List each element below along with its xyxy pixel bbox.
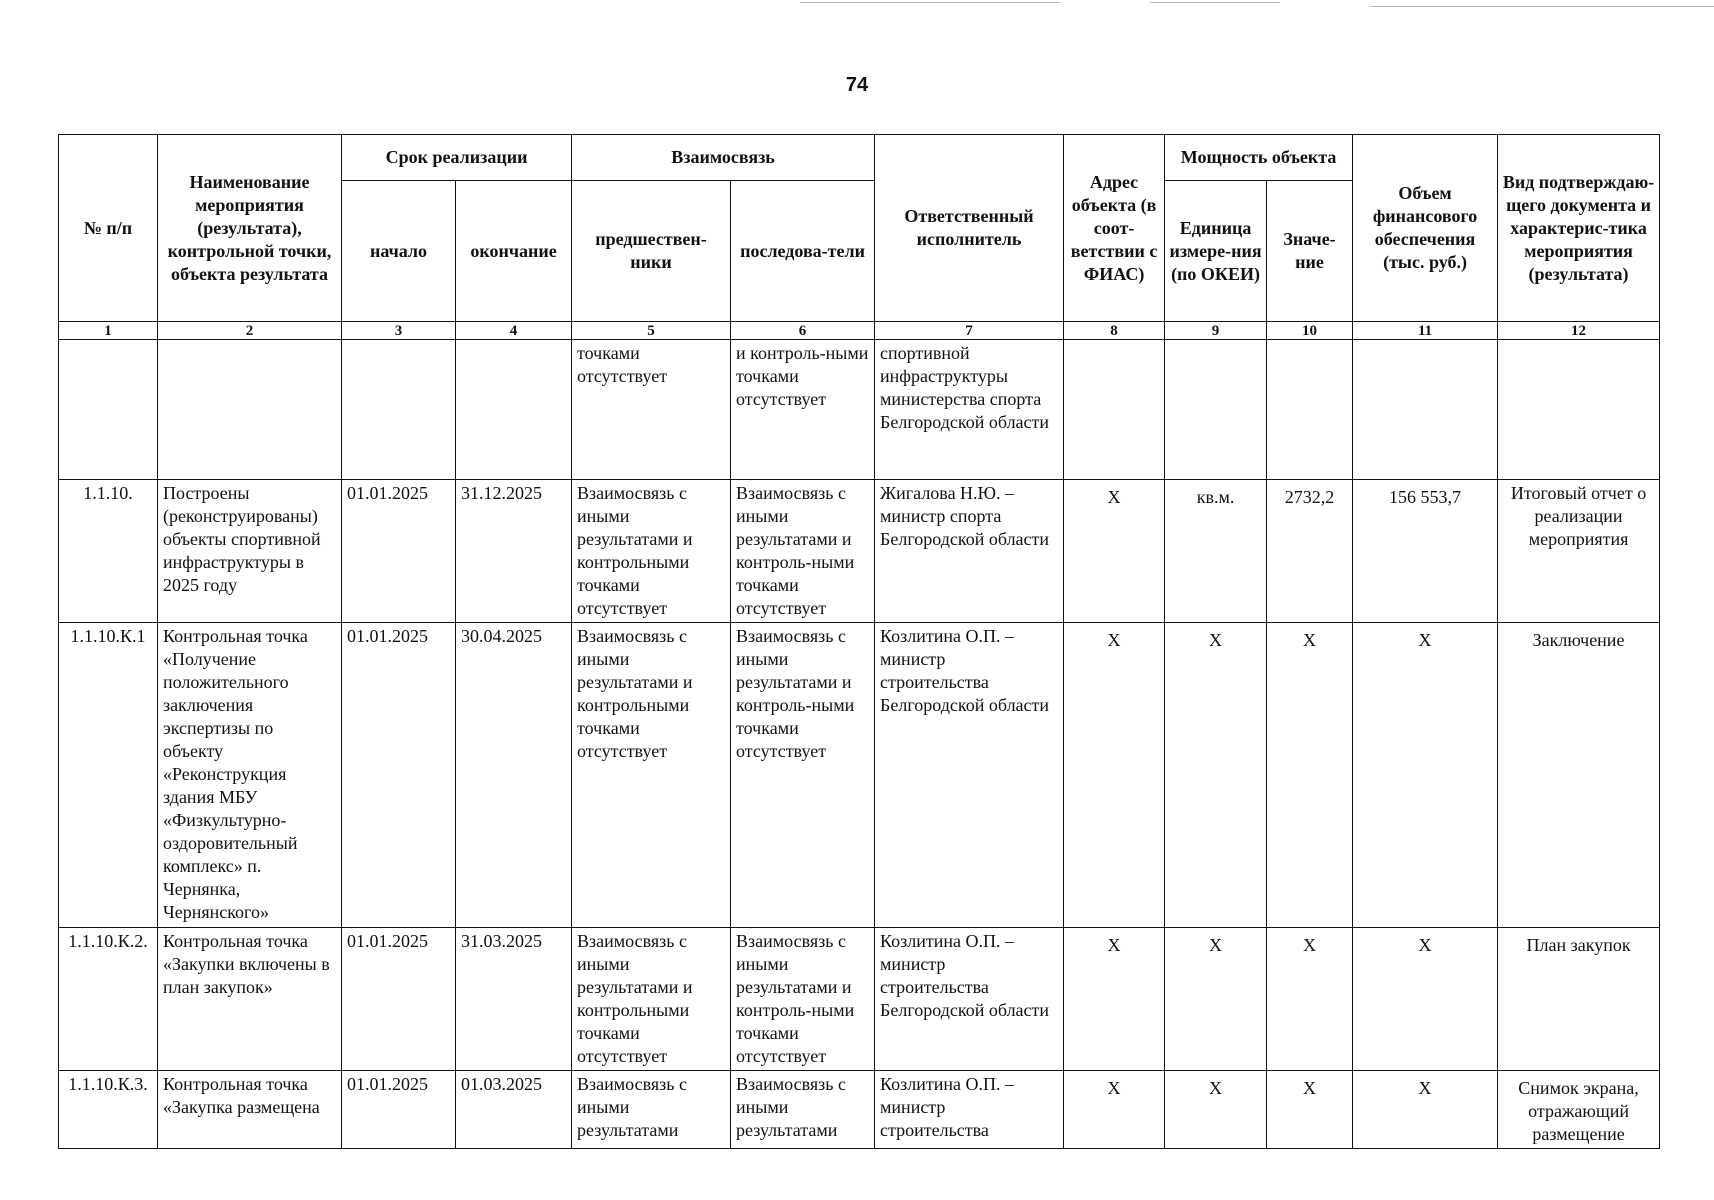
row-start-date [342, 340, 456, 480]
header-predecessors: предшествен-ники [572, 181, 731, 322]
row-finance: Х [1353, 623, 1498, 928]
column-number: 2 [158, 322, 342, 340]
row-name: Контрольная точка «Закупки включены в план закупок» [158, 928, 342, 1071]
column-number: 12 [1498, 322, 1660, 340]
header-row-1 [59, 135, 1660, 181]
row-unit [1165, 340, 1267, 480]
row-address: Х [1064, 928, 1165, 1071]
row-number: 1.1.10. [59, 480, 158, 623]
header-value: Значе-ние [1267, 181, 1353, 322]
row-predecessors: Взаимосвязь с иными результатами [572, 1071, 731, 1149]
row-number: 1.1.10.К.2. [59, 928, 158, 1071]
row-start-date: 01.01.2025 [342, 623, 456, 928]
column-number: 8 [1064, 322, 1165, 340]
row-value: 2732,2 [1267, 480, 1353, 623]
row-responsible: Козлитина О.П. – министр строительства [875, 1071, 1064, 1149]
page-number: 74 [845, 74, 869, 96]
row-number: 1.1.10.К.1 [59, 623, 158, 928]
row-name [158, 340, 342, 480]
header-start: начало [342, 181, 456, 322]
row-name: Контрольная точка «Закупка размещена [158, 1071, 342, 1149]
row-start-date: 01.01.2025 [342, 480, 456, 623]
row-end-date [456, 340, 572, 480]
scan-artifact-line [1150, 2, 1280, 3]
header-unit: Единица измере-ния (по ОКЕИ) [1165, 181, 1267, 322]
header-doc-type: Вид подтверждаю-щего документа и характерис-тика мероприятия (результата) [1498, 135, 1660, 322]
header-num: № п/п [59, 135, 158, 322]
row-document [1498, 340, 1660, 480]
column-number: 1 [59, 322, 158, 340]
row-unit: Х [1165, 623, 1267, 928]
table-row [59, 928, 1660, 1071]
column-number: 5 [572, 322, 731, 340]
header-end: окончание [456, 181, 572, 322]
row-responsible: Жигалова Н.Ю. – министр спорта Белгородской области [875, 480, 1064, 623]
row-address: Х [1064, 623, 1165, 928]
row-successors: и контроль-ными точками отсутствует [731, 340, 875, 480]
row-address [1064, 340, 1165, 480]
header-address: Адрес объекта (в соот-ветствии с ФИАС) [1064, 135, 1165, 322]
scan-artifact-line [1370, 6, 1714, 7]
row-value: Х [1267, 623, 1353, 928]
row-successors: Взаимосвязь с иными результатами и контроль-ными точками отсутствует [731, 928, 875, 1071]
column-number: 7 [875, 322, 1064, 340]
row-predecessors: точками отсутствует [572, 340, 731, 480]
row-end-date: 01.03.2025 [456, 1071, 572, 1149]
row-finance: 156 553,7 [1353, 480, 1498, 623]
row-responsible: Козлитина О.П. – министр строительства Белгородской области [875, 623, 1064, 928]
column-number: 6 [731, 322, 875, 340]
header-relation: Взаимосвязь [572, 135, 875, 181]
row-name: Построены (реконструированы) объекты спортивной инфраструктуры в 2025 году [158, 480, 342, 623]
row-document: Снимок экрана, отражающий размещение [1498, 1071, 1660, 1149]
row-address: Х [1064, 1071, 1165, 1149]
row-document: Итоговый отчет о реализации мероприятия [1498, 480, 1660, 623]
column-number: 3 [342, 322, 456, 340]
row-successors: Взаимосвязь с иными результатами и контроль-ными точками отсутствует [731, 480, 875, 623]
row-responsible: спортивной инфраструктуры министерства спорта Белгородской области [875, 340, 1064, 480]
column-number: 11 [1353, 322, 1498, 340]
header-responsible: Ответственный исполнитель [875, 135, 1064, 322]
row-name: Контрольная точка «Получение положительного заключения экспертизы по объекту «Реконструкция здания МБУ «Физкультурно-оздоровительный комплекс» п. Чернянка, Чернянского» [158, 623, 342, 928]
row-number [59, 340, 158, 480]
row-successors: Взаимосвязь с иными результатами и контроль-ными точками отсутствует [731, 623, 875, 928]
row-number: 1.1.10.К.3. [59, 1071, 158, 1149]
table-row [59, 480, 1660, 623]
table-row [59, 340, 1660, 480]
scan-artifact-line [800, 2, 1060, 3]
row-end-date: 30.04.2025 [456, 623, 572, 928]
row-unit: Х [1165, 928, 1267, 1071]
header-name: Наименование мероприятия (результата), контрольной точки, объекта результата [158, 135, 342, 322]
row-unit: Х [1165, 1071, 1267, 1149]
row-unit: кв.м. [1165, 480, 1267, 623]
row-finance: Х [1353, 928, 1498, 1071]
row-finance [1353, 340, 1498, 480]
row-predecessors: Взаимосвязь с иными результатами и контрольными точками отсутствует [572, 480, 731, 623]
column-number: 9 [1165, 322, 1267, 340]
row-end-date: 31.03.2025 [456, 928, 572, 1071]
row-start-date: 01.01.2025 [342, 928, 456, 1071]
activity-table [58, 134, 1660, 1149]
row-predecessors: Взаимосвязь с иными результатами и контрольными точками отсутствует [572, 623, 731, 928]
row-value: Х [1267, 928, 1353, 1071]
table-row [59, 623, 1660, 928]
row-finance: Х [1353, 1071, 1498, 1149]
row-successors: Взаимосвязь с иными результатами [731, 1071, 875, 1149]
row-end-date: 31.12.2025 [456, 480, 572, 623]
header-capacity: Мощность объекта [1165, 135, 1353, 181]
column-number: 10 [1267, 322, 1353, 340]
row-document: План закупок [1498, 928, 1660, 1071]
row-responsible: Козлитина О.П. – министр строительства Белгородской области [875, 928, 1064, 1071]
header-period: Срок реализации [342, 135, 572, 181]
header-successors: последова-тели [731, 181, 875, 322]
row-start-date: 01.01.2025 [342, 1071, 456, 1149]
row-predecessors: Взаимосвязь с иными результатами и контрольными точками отсутствует [572, 928, 731, 1071]
row-address: Х [1064, 480, 1165, 623]
column-number-row [59, 322, 1660, 340]
row-value: Х [1267, 1071, 1353, 1149]
row-value [1267, 340, 1353, 480]
table-row [59, 1071, 1660, 1149]
column-number: 4 [456, 322, 572, 340]
row-document: Заключение [1498, 623, 1660, 928]
header-finance: Объем финансового обеспечения (тыс. руб.) [1353, 135, 1498, 322]
